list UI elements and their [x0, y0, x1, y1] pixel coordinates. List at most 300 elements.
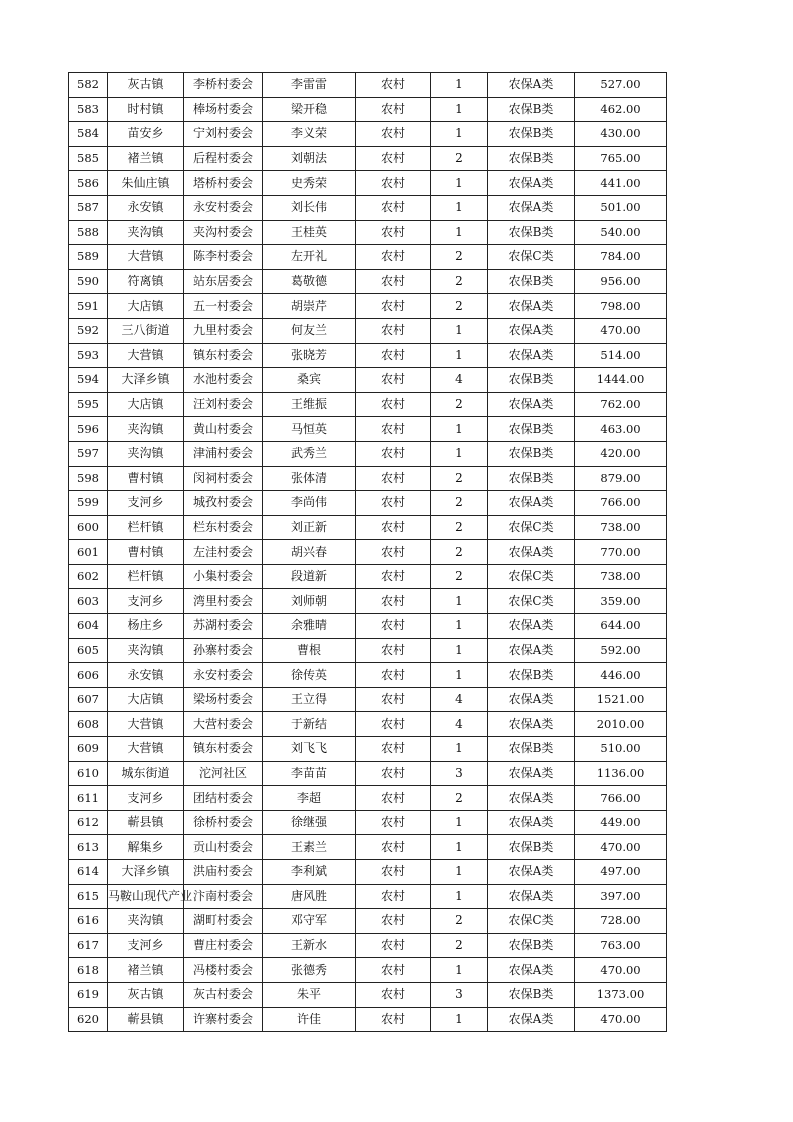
household-type-cell: 农村 [356, 958, 431, 983]
household-size-cell: 1 [431, 220, 488, 245]
row-number-cell: 608 [69, 712, 108, 737]
town-cell: 支河乡 [108, 933, 184, 958]
row-number-cell: 606 [69, 663, 108, 688]
insurance-category-cell: 农保A类 [488, 318, 575, 343]
household-size-cell: 2 [431, 146, 488, 171]
household-size-cell: 1 [431, 195, 488, 220]
amount-cell: 470.00 [575, 835, 667, 860]
person-name-cell: 葛敬德 [263, 269, 356, 294]
village-committee-cell: 汪刘村委会 [184, 392, 263, 417]
town-cell: 曹村镇 [108, 466, 184, 491]
insurance-category-cell: 农保A类 [488, 761, 575, 786]
village-committee-cell: 许寨村委会 [184, 1007, 263, 1032]
amount-cell: 728.00 [575, 909, 667, 934]
household-type-cell: 农村 [356, 786, 431, 811]
insurance-category-cell: 农保A类 [488, 810, 575, 835]
village-committee-cell: 栏东村委会 [184, 515, 263, 540]
row-number-cell: 600 [69, 515, 108, 540]
insurance-category-cell: 农保C类 [488, 909, 575, 934]
insurance-category-cell: 农保B类 [488, 220, 575, 245]
town-cell: 大营镇 [108, 343, 184, 368]
person-name-cell: 刘师朝 [263, 589, 356, 614]
row-number-cell: 617 [69, 933, 108, 958]
person-name-cell: 武秀兰 [263, 441, 356, 466]
town-cell: 永安镇 [108, 195, 184, 220]
row-number-cell: 594 [69, 368, 108, 393]
insurance-category-cell: 农保B类 [488, 122, 575, 147]
town-cell: 解集乡 [108, 835, 184, 860]
table-row [69, 687, 667, 712]
row-number-cell: 586 [69, 171, 108, 196]
household-size-cell: 2 [431, 933, 488, 958]
insurance-category-cell: 农保A类 [488, 343, 575, 368]
insurance-category-cell: 农保B类 [488, 441, 575, 466]
town-cell: 永安镇 [108, 663, 184, 688]
town-cell: 蕲县镇 [108, 1007, 184, 1032]
household-size-cell: 1 [431, 97, 488, 122]
insurance-category-cell: 农保B类 [488, 417, 575, 442]
person-name-cell: 胡崇芹 [263, 294, 356, 319]
table-row [69, 835, 667, 860]
person-name-cell: 段道新 [263, 564, 356, 589]
amount-cell: 644.00 [575, 614, 667, 639]
amount-cell: 592.00 [575, 638, 667, 663]
village-committee-cell: 夹沟村委会 [184, 220, 263, 245]
household-size-cell: 2 [431, 294, 488, 319]
household-size-cell: 1 [431, 737, 488, 762]
person-name-cell: 徐继强 [263, 810, 356, 835]
insurance-category-cell: 农保B类 [488, 466, 575, 491]
household-size-cell: 1 [431, 663, 488, 688]
household-type-cell: 农村 [356, 220, 431, 245]
household-type-cell: 农村 [356, 269, 431, 294]
insurance-category-cell: 农保B类 [488, 663, 575, 688]
town-cell: 大营镇 [108, 712, 184, 737]
household-size-cell: 1 [431, 860, 488, 885]
row-number-cell: 603 [69, 589, 108, 614]
village-committee-cell: 小集村委会 [184, 564, 263, 589]
village-committee-cell: 苏湖村委会 [184, 614, 263, 639]
household-size-cell: 3 [431, 761, 488, 786]
household-size-cell: 1 [431, 614, 488, 639]
table-row [69, 417, 667, 442]
household-size-cell: 2 [431, 269, 488, 294]
table-body [69, 73, 667, 1032]
row-number-cell: 620 [69, 1007, 108, 1032]
table-row [69, 73, 667, 98]
household-type-cell: 农村 [356, 73, 431, 98]
amount-cell: 470.00 [575, 318, 667, 343]
village-committee-cell: 永安村委会 [184, 195, 263, 220]
row-number-cell: 611 [69, 786, 108, 811]
household-size-cell: 2 [431, 245, 488, 270]
amount-cell: 798.00 [575, 294, 667, 319]
household-type-cell: 农村 [356, 614, 431, 639]
row-number-cell: 607 [69, 687, 108, 712]
insurance-category-cell: 农保A类 [488, 294, 575, 319]
village-committee-cell: 左洼村委会 [184, 540, 263, 565]
town-cell: 大店镇 [108, 392, 184, 417]
village-committee-cell: 曹庄村委会 [184, 933, 263, 958]
row-number-cell: 612 [69, 810, 108, 835]
table-row [69, 245, 667, 270]
village-committee-cell: 大营村委会 [184, 712, 263, 737]
household-type-cell: 农村 [356, 466, 431, 491]
person-name-cell: 梁开稳 [263, 97, 356, 122]
town-cell: 灰古镇 [108, 982, 184, 1007]
row-number-cell: 589 [69, 245, 108, 270]
table-row [69, 663, 667, 688]
insurance-category-cell: 农保A类 [488, 171, 575, 196]
table-row [69, 146, 667, 171]
insurance-category-cell: 农保C类 [488, 515, 575, 540]
person-name-cell: 张晓芳 [263, 343, 356, 368]
household-type-cell: 农村 [356, 860, 431, 885]
person-name-cell: 刘朝法 [263, 146, 356, 171]
insurance-category-cell: 农保A类 [488, 392, 575, 417]
household-size-cell: 2 [431, 540, 488, 565]
household-type-cell: 农村 [356, 884, 431, 909]
insurance-category-cell: 农保B类 [488, 146, 575, 171]
household-size-cell: 2 [431, 909, 488, 934]
table-row [69, 1007, 667, 1032]
person-name-cell: 马恒英 [263, 417, 356, 442]
person-name-cell: 许佳 [263, 1007, 356, 1032]
village-committee-cell: 镇东村委会 [184, 737, 263, 762]
household-type-cell: 农村 [356, 491, 431, 516]
insurance-category-cell: 农保A类 [488, 614, 575, 639]
insurance-category-cell: 农保A类 [488, 860, 575, 885]
village-committee-cell: 李桥村委会 [184, 73, 263, 98]
table-row [69, 958, 667, 983]
village-committee-cell: 湖町村委会 [184, 909, 263, 934]
village-committee-cell: 贡山村委会 [184, 835, 263, 860]
town-cell: 灰古镇 [108, 73, 184, 98]
town-cell: 栏杆镇 [108, 515, 184, 540]
household-type-cell: 农村 [356, 97, 431, 122]
table-row [69, 491, 667, 516]
household-size-cell: 1 [431, 835, 488, 860]
row-number-cell: 609 [69, 737, 108, 762]
amount-cell: 449.00 [575, 810, 667, 835]
person-name-cell: 史秀荣 [263, 171, 356, 196]
town-cell: 杨庄乡 [108, 614, 184, 639]
person-name-cell: 曹根 [263, 638, 356, 663]
household-type-cell: 农村 [356, 318, 431, 343]
row-number-cell: 602 [69, 564, 108, 589]
town-cell: 夹沟镇 [108, 638, 184, 663]
amount-cell: 1373.00 [575, 982, 667, 1007]
person-name-cell: 王维振 [263, 392, 356, 417]
town-cell: 苗安乡 [108, 122, 184, 147]
person-name-cell: 李超 [263, 786, 356, 811]
person-name-cell: 何友兰 [263, 318, 356, 343]
person-name-cell: 李雷雷 [263, 73, 356, 98]
person-name-cell: 王桂英 [263, 220, 356, 245]
table-row [69, 318, 667, 343]
household-type-cell: 农村 [356, 638, 431, 663]
household-size-cell: 1 [431, 589, 488, 614]
household-type-cell: 农村 [356, 146, 431, 171]
person-name-cell: 邓守军 [263, 909, 356, 934]
village-committee-cell: 塔桥村委会 [184, 171, 263, 196]
town-cell: 栏杆镇 [108, 564, 184, 589]
amount-cell: 766.00 [575, 786, 667, 811]
insurance-category-cell: 农保B类 [488, 933, 575, 958]
town-cell: 大营镇 [108, 245, 184, 270]
amount-cell: 514.00 [575, 343, 667, 368]
household-type-cell: 农村 [356, 515, 431, 540]
table-row [69, 761, 667, 786]
household-type-cell: 农村 [356, 564, 431, 589]
insurance-category-cell: 农保B类 [488, 737, 575, 762]
town-cell: 夹沟镇 [108, 220, 184, 245]
village-committee-cell: 梁场村委会 [184, 687, 263, 712]
amount-cell: 763.00 [575, 933, 667, 958]
household-type-cell: 农村 [356, 441, 431, 466]
household-size-cell: 1 [431, 343, 488, 368]
village-committee-cell: 津浦村委会 [184, 441, 263, 466]
household-size-cell: 3 [431, 982, 488, 1007]
amount-cell: 1521.00 [575, 687, 667, 712]
household-size-cell: 2 [431, 392, 488, 417]
household-type-cell: 农村 [356, 982, 431, 1007]
table-row [69, 933, 667, 958]
row-number-cell: 587 [69, 195, 108, 220]
household-size-cell: 2 [431, 466, 488, 491]
amount-cell: 2010.00 [575, 712, 667, 737]
person-name-cell: 刘飞飞 [263, 737, 356, 762]
table-row [69, 122, 667, 147]
village-committee-cell: 黄山村委会 [184, 417, 263, 442]
town-cell: 夹沟镇 [108, 441, 184, 466]
table-row [69, 195, 667, 220]
village-committee-cell: 棒场村委会 [184, 97, 263, 122]
household-type-cell: 农村 [356, 589, 431, 614]
insurance-category-cell: 农保B类 [488, 982, 575, 1007]
row-number-cell: 596 [69, 417, 108, 442]
household-type-cell: 农村 [356, 663, 431, 688]
row-number-cell: 610 [69, 761, 108, 786]
person-name-cell: 张体清 [263, 466, 356, 491]
table-row [69, 171, 667, 196]
amount-cell: 1444.00 [575, 368, 667, 393]
town-cell: 朱仙庄镇 [108, 171, 184, 196]
table-row [69, 343, 667, 368]
table-row [69, 614, 667, 639]
table-row [69, 441, 667, 466]
household-type-cell: 农村 [356, 195, 431, 220]
row-number-cell: 614 [69, 860, 108, 885]
household-size-cell: 1 [431, 958, 488, 983]
row-number-cell: 601 [69, 540, 108, 565]
table-row [69, 909, 667, 934]
person-name-cell: 胡兴春 [263, 540, 356, 565]
household-type-cell: 农村 [356, 687, 431, 712]
village-committee-cell: 后程村委会 [184, 146, 263, 171]
amount-cell: 738.00 [575, 564, 667, 589]
amount-cell: 420.00 [575, 441, 667, 466]
table-row [69, 982, 667, 1007]
amount-cell: 762.00 [575, 392, 667, 417]
village-committee-cell: 水池村委会 [184, 368, 263, 393]
row-number-cell: 584 [69, 122, 108, 147]
town-cell: 夹沟镇 [108, 417, 184, 442]
person-name-cell: 于新结 [263, 712, 356, 737]
person-name-cell: 徐传英 [263, 663, 356, 688]
insurance-category-cell: 农保C类 [488, 564, 575, 589]
village-committee-cell: 湾里村委会 [184, 589, 263, 614]
village-committee-cell: 陈李村委会 [184, 245, 263, 270]
person-name-cell: 王新水 [263, 933, 356, 958]
household-type-cell: 农村 [356, 909, 431, 934]
amount-cell: 765.00 [575, 146, 667, 171]
amount-cell: 956.00 [575, 269, 667, 294]
amount-cell: 738.00 [575, 515, 667, 540]
village-committee-cell: 洪庙村委会 [184, 860, 263, 885]
household-type-cell: 农村 [356, 392, 431, 417]
household-size-cell: 4 [431, 368, 488, 393]
person-name-cell: 李尚伟 [263, 491, 356, 516]
town-cell: 时村镇 [108, 97, 184, 122]
household-type-cell: 农村 [356, 761, 431, 786]
amount-cell: 527.00 [575, 73, 667, 98]
table-row [69, 392, 667, 417]
village-committee-cell: 闵祠村委会 [184, 466, 263, 491]
table-row [69, 540, 667, 565]
person-name-cell: 余雅晴 [263, 614, 356, 639]
amount-cell: 430.00 [575, 122, 667, 147]
town-cell: 城东街道 [108, 761, 184, 786]
insurance-category-cell: 农保A类 [488, 884, 575, 909]
row-number-cell: 592 [69, 318, 108, 343]
insurance-category-cell: 农保B类 [488, 97, 575, 122]
town-cell: 曹村镇 [108, 540, 184, 565]
table-row [69, 638, 667, 663]
insurance-category-cell: 农保C类 [488, 589, 575, 614]
amount-cell: 441.00 [575, 171, 667, 196]
household-type-cell: 农村 [356, 737, 431, 762]
insurance-category-cell: 农保A类 [488, 638, 575, 663]
table-row [69, 810, 667, 835]
amount-cell: 359.00 [575, 589, 667, 614]
village-committee-cell: 站东居委会 [184, 269, 263, 294]
village-committee-cell: 汴南村委会 [184, 884, 263, 909]
insurance-category-cell: 农保A类 [488, 712, 575, 737]
insurance-category-cell: 农保A类 [488, 73, 575, 98]
village-committee-cell: 团结村委会 [184, 786, 263, 811]
household-type-cell: 农村 [356, 1007, 431, 1032]
household-type-cell: 农村 [356, 810, 431, 835]
town-cell: 大泽乡镇 [108, 368, 184, 393]
insurance-category-cell: 农保A类 [488, 687, 575, 712]
amount-cell: 784.00 [575, 245, 667, 270]
amount-cell: 397.00 [575, 884, 667, 909]
household-size-cell: 2 [431, 564, 488, 589]
household-size-cell: 1 [431, 122, 488, 147]
row-number-cell: 583 [69, 97, 108, 122]
village-committee-cell: 孙寨村委会 [184, 638, 263, 663]
row-number-cell: 591 [69, 294, 108, 319]
town-cell: 大营镇 [108, 737, 184, 762]
row-number-cell: 588 [69, 220, 108, 245]
beneficiary-table [68, 72, 667, 1032]
household-type-cell: 农村 [356, 294, 431, 319]
village-committee-cell: 宁刘村委会 [184, 122, 263, 147]
person-name-cell: 张德秀 [263, 958, 356, 983]
town-cell: 符离镇 [108, 269, 184, 294]
household-size-cell: 1 [431, 73, 488, 98]
town-cell: 褚兰镇 [108, 146, 184, 171]
person-name-cell: 唐风胜 [263, 884, 356, 909]
insurance-category-cell: 农保A类 [488, 786, 575, 811]
row-number-cell: 605 [69, 638, 108, 663]
household-type-cell: 农村 [356, 343, 431, 368]
row-number-cell: 615 [69, 884, 108, 909]
insurance-category-cell: 农保A类 [488, 1007, 575, 1032]
household-size-cell: 1 [431, 318, 488, 343]
insurance-category-cell: 农保A类 [488, 540, 575, 565]
household-type-cell: 农村 [356, 171, 431, 196]
town-cell: 夹沟镇 [108, 909, 184, 934]
town-cell: 大泽乡镇 [108, 860, 184, 885]
row-number-cell: 598 [69, 466, 108, 491]
town-cell: 大店镇 [108, 294, 184, 319]
person-name-cell: 李苗苗 [263, 761, 356, 786]
row-number-cell: 619 [69, 982, 108, 1007]
table-row [69, 786, 667, 811]
amount-cell: 766.00 [575, 491, 667, 516]
table-row [69, 564, 667, 589]
amount-cell: 540.00 [575, 220, 667, 245]
insurance-category-cell: 农保B类 [488, 835, 575, 860]
household-type-cell: 农村 [356, 712, 431, 737]
table-row [69, 368, 667, 393]
amount-cell: 1136.00 [575, 761, 667, 786]
table-row [69, 97, 667, 122]
insurance-category-cell: 农保B类 [488, 269, 575, 294]
village-committee-cell: 永安村委会 [184, 663, 263, 688]
table-row [69, 884, 667, 909]
table-row [69, 737, 667, 762]
village-committee-cell: 城孜村委会 [184, 491, 263, 516]
town-cell: 支河乡 [108, 491, 184, 516]
amount-cell: 470.00 [575, 1007, 667, 1032]
amount-cell: 879.00 [575, 466, 667, 491]
household-type-cell: 农村 [356, 122, 431, 147]
household-size-cell: 1 [431, 171, 488, 196]
table-row [69, 515, 667, 540]
amount-cell: 470.00 [575, 958, 667, 983]
household-type-cell: 农村 [356, 835, 431, 860]
insurance-category-cell: 农保A类 [488, 491, 575, 516]
table-row [69, 269, 667, 294]
person-name-cell: 王素兰 [263, 835, 356, 860]
row-number-cell: 618 [69, 958, 108, 983]
household-size-cell: 1 [431, 638, 488, 663]
household-size-cell: 1 [431, 441, 488, 466]
household-size-cell: 2 [431, 786, 488, 811]
household-size-cell: 4 [431, 687, 488, 712]
amount-cell: 463.00 [575, 417, 667, 442]
town-cell: 蕲县镇 [108, 810, 184, 835]
household-size-cell: 1 [431, 810, 488, 835]
household-size-cell: 2 [431, 491, 488, 516]
household-type-cell: 农村 [356, 933, 431, 958]
table-row [69, 860, 667, 885]
household-size-cell: 4 [431, 712, 488, 737]
person-name-cell: 刘正新 [263, 515, 356, 540]
